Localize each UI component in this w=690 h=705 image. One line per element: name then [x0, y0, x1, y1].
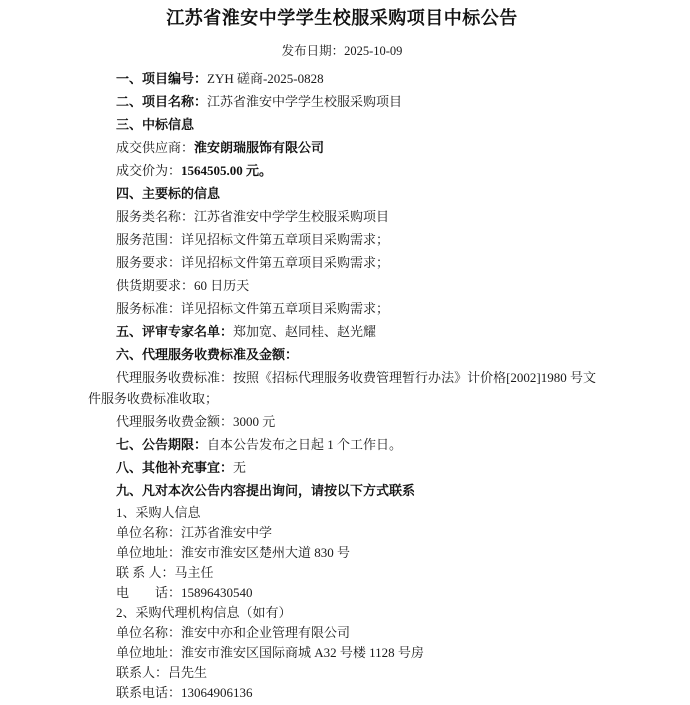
line-service-standard: [116, 298, 596, 319]
field-value: 江苏省淮安中学: [181, 525, 273, 540]
field-label: 代理服务收费金额：: [116, 414, 234, 429]
line-purchaser-phone: [116, 583, 596, 603]
field-label: 二、项目名称：: [116, 94, 208, 109]
line-supply-period: [116, 275, 596, 296]
line-project-name: [116, 91, 596, 112]
field-value: 淮安朗瑞服饰有限公司: [194, 140, 325, 155]
field-label: 八、其他补充事宜：: [116, 460, 234, 475]
field-label: 五、评审专家名单：: [116, 324, 234, 339]
field-value: 淮安市淮安区楚州大道 830 号: [181, 545, 351, 560]
line-purchaser-info-subheading: [116, 503, 596, 523]
line-project-number: [116, 68, 596, 89]
line-agency-name: [116, 623, 596, 643]
field-label: 七、公告期限：: [116, 437, 208, 452]
line-expert-panel: [116, 321, 596, 342]
field-label: 联 系 人：: [116, 565, 175, 580]
field-label: 代理服务收费标准：: [116, 370, 234, 385]
field-value: 60 日历天: [194, 278, 250, 293]
announcement-document: [88, 0, 596, 703]
field-value: 15896430540: [181, 585, 253, 600]
document-body: [88, 68, 596, 703]
field-value: 无: [233, 460, 247, 475]
line-award-price: [116, 160, 596, 181]
field-label: 成交价为：: [116, 163, 182, 178]
line-other-matters: [116, 457, 596, 478]
section-heading: 三、中标信息: [116, 117, 195, 132]
field-label: 联系人：: [116, 665, 169, 680]
field-label: 成交供应商：: [116, 140, 195, 155]
field-value: 淮安中亦和企业管理有限公司: [181, 625, 351, 640]
field-value: 详见招标文件第五章项目采购需求；: [181, 301, 390, 316]
page-title: 江苏省淮安中学学生校服采购项目中标公告: [166, 8, 518, 28]
field-value: 马主任: [174, 565, 214, 580]
field-value: 江苏省淮安中学学生校服采购项目: [207, 94, 403, 109]
line-award-info-heading: [116, 114, 596, 135]
field-label: 服务标准：: [116, 301, 182, 316]
line-supplier: [116, 137, 596, 158]
field-label: 单位地址：: [116, 545, 182, 560]
field-value: 吕先生: [168, 665, 208, 680]
field-value: 自本公告发布之日起 1 个工作日。: [207, 437, 403, 452]
line-announcement-period: [116, 434, 596, 455]
section-heading: 九、凡对本次公告内容提出询问，请按以下方式联系: [116, 483, 416, 498]
line-contact-heading: [116, 480, 596, 501]
field-label: 单位名称：: [116, 625, 182, 640]
line-purchaser-name: [116, 523, 596, 543]
field-label: 服务范围：: [116, 232, 182, 247]
line-agency-phone: [116, 683, 596, 703]
line-service-requirements: [116, 252, 596, 273]
field-label: 一、项目编号：: [116, 71, 208, 86]
field-value: 13064906136: [181, 685, 253, 700]
field-value: 详见招标文件第五章项目采购需求；: [181, 255, 390, 270]
field-label: 单位地址：: [116, 645, 182, 660]
field-value: 详见招标文件第五章项目采购需求；: [181, 232, 390, 247]
field-value: 江苏省淮安中学学生校服采购项目: [194, 209, 390, 224]
field-value: 3000 元: [233, 414, 276, 429]
section-heading: 六、代理服务收费标准及金额：: [116, 347, 299, 362]
line-service-scope: [116, 229, 596, 250]
field-label: 联系电话：: [116, 685, 182, 700]
line-purchaser-contact: [116, 563, 596, 583]
line-agency-fee-amount: [116, 411, 596, 432]
line-agency-address: [116, 643, 596, 663]
field-value: 1564505.00 元。: [181, 163, 273, 178]
line-agency-fee-standard: [88, 367, 596, 409]
line-agency-contact: [116, 663, 596, 683]
field-label: 电 话：: [116, 585, 182, 600]
field-label: 服务要求：: [116, 255, 182, 270]
field-label: 供货期要求：: [116, 278, 195, 293]
field-label: 服务类名称：: [116, 209, 195, 224]
field-value: 淮安市淮安区国际商城 A32 号楼 1128 号房: [181, 645, 424, 660]
field-value: 按照《招标代理服务收费管理暂行办法》计价格[2002]1980 号文件服务收费标准收取；: [88, 370, 596, 406]
field-label: 2、采购代理机构信息（如有）: [116, 605, 292, 620]
field-value: ZYH 磋商-2025-0828: [207, 71, 324, 86]
field-value: 郑加宽、赵同桂、赵光耀: [233, 324, 377, 339]
line-agency-fee-heading: [116, 344, 596, 365]
line-purchaser-address: [116, 543, 596, 563]
section-heading: 四、主要标的信息: [116, 186, 221, 201]
field-label: 1、采购人信息: [116, 505, 201, 520]
line-subject-info-heading: [116, 183, 596, 204]
line-agency-info-subheading: [116, 603, 596, 623]
field-label: 单位名称：: [116, 525, 182, 540]
publish-date: 发布日期：2025-10-09: [281, 44, 403, 58]
line-service-name: [116, 206, 596, 227]
